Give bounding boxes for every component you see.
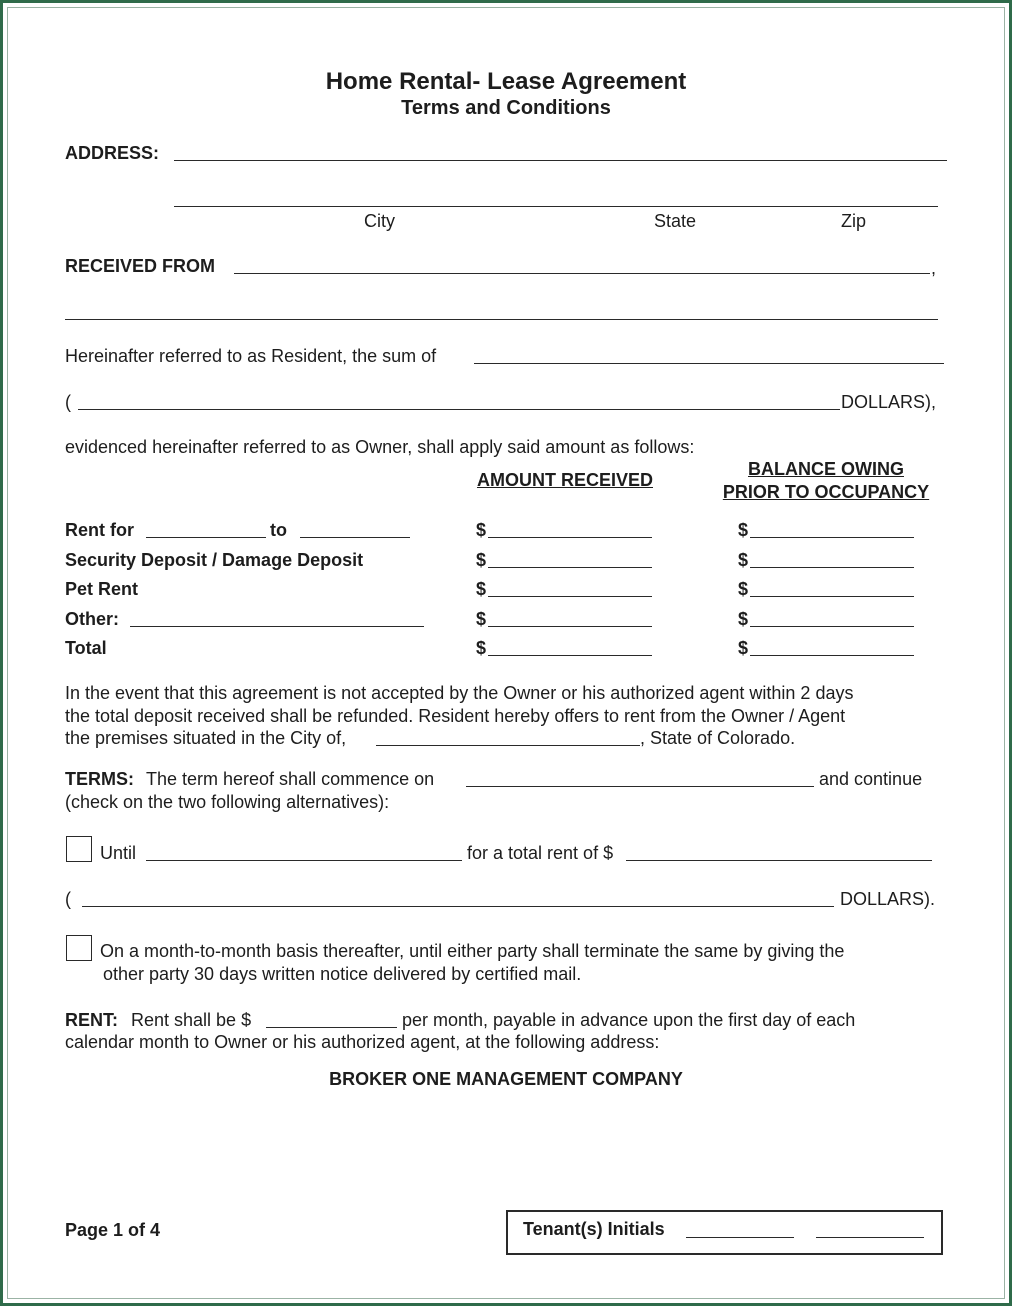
pet-rent-amount-received-field[interactable]	[488, 596, 652, 597]
tenant-initials-field-2[interactable]	[816, 1237, 924, 1238]
rent-per-month-text: per month, payable in advance upon the first day of each	[402, 1010, 856, 1030]
month-to-month-checkbox[interactable]	[66, 935, 92, 961]
received-from-comma: ,	[931, 258, 937, 278]
dollar-sign: $	[476, 579, 487, 599]
commence-date-field[interactable]	[466, 786, 814, 787]
sum-amount-field[interactable]	[474, 363, 944, 364]
dollar-sign: $	[476, 609, 487, 629]
dollar-sign: $	[738, 609, 749, 629]
dollar-sign: $	[738, 550, 749, 570]
city-of-field[interactable]	[376, 745, 640, 746]
document-subtitle: Terms and Conditions	[401, 97, 611, 119]
document-title: Home Rental- Lease Agreement	[325, 68, 687, 95]
rent-for-to-field[interactable]	[300, 537, 410, 538]
month-to-month-line-1: On a month-to-month basis thereafter, until either party shall terminate the same by giving the	[100, 941, 845, 961]
rent-for-to-label: to	[270, 520, 287, 540]
city-caption: City	[364, 211, 395, 231]
other-description-field[interactable]	[130, 626, 424, 627]
total-rent-field[interactable]	[626, 860, 932, 861]
pet-rent-balance-owing-field[interactable]	[750, 596, 914, 597]
zip-caption: Zip	[841, 211, 867, 231]
balance-owing-header-line-2: PRIOR TO OCCUPANCY	[722, 482, 930, 502]
rent-address-text: calendar month to Owner or his authorized agent, at the following address:	[65, 1032, 660, 1052]
dollar-sign: $	[738, 638, 749, 658]
event-paragraph-line-3: the premises situated in the City of,	[65, 728, 347, 748]
security-deposit-amount-received-field[interactable]	[488, 567, 652, 568]
rent-label: RENT:	[65, 1010, 118, 1030]
total-balance-owing-field[interactable]	[750, 655, 914, 656]
total-amount-received-field[interactable]	[488, 655, 652, 656]
rent-for-label: Rent for	[65, 520, 134, 540]
monthly-rent-field[interactable]	[266, 1027, 397, 1028]
month-to-month-line-2: other party 30 days written notice delivered by certified mail.	[103, 964, 582, 984]
received-from-field-line-2[interactable]	[65, 319, 938, 320]
terms-label: TERMS:	[65, 769, 134, 789]
until-checkbox[interactable]	[66, 836, 92, 862]
sum-words-field[interactable]	[78, 409, 840, 410]
dollar-sign: $	[476, 638, 487, 658]
dollar-sign: $	[476, 550, 487, 570]
total-rent-open-paren: (	[65, 889, 71, 909]
dollar-sign: $	[476, 520, 487, 540]
state-caption: State	[654, 211, 697, 231]
sum-dollars-label: DOLLARS),	[841, 392, 937, 412]
terms-continue-text: and continue	[819, 769, 923, 789]
other-balance-owing-field[interactable]	[750, 626, 914, 627]
page-number: Page 1 of 4	[65, 1220, 161, 1240]
dollar-sign: $	[738, 520, 749, 540]
security-deposit-balance-owing-field[interactable]	[750, 567, 914, 568]
until-label: Until	[100, 843, 137, 863]
other-amount-received-field[interactable]	[488, 626, 652, 627]
dollar-sign: $	[738, 579, 749, 599]
evidenced-text: evidenced hereinafter referred to as Owner, shall apply said amount as follows:	[65, 437, 695, 457]
pet-rent-label: Pet Rent	[65, 579, 139, 599]
amount-received-header: AMOUNT RECEIVED	[476, 470, 653, 490]
address-label: ADDRESS:	[65, 143, 160, 163]
company-name: BROKER ONE MANAGEMENT COMPANY	[329, 1069, 683, 1089]
received-from-label: RECEIVED FROM	[65, 256, 216, 276]
state-of-colorado-text: , State of Colorado.	[640, 728, 796, 748]
balance-owing-header-line-1: BALANCE OWING	[748, 459, 904, 479]
received-from-field[interactable]	[234, 273, 930, 274]
sum-open-paren: (	[65, 392, 71, 412]
until-date-field[interactable]	[146, 860, 462, 861]
rent-amount-received-field[interactable]	[488, 537, 652, 538]
address-city-state-zip-field[interactable]	[174, 206, 938, 207]
rent-for-from-field[interactable]	[146, 537, 266, 538]
event-paragraph-line-2: the total deposit received shall be refunded. Resident hereby offers to rent from the Owner / Agent	[65, 706, 846, 726]
total-rent-words-field[interactable]	[82, 906, 834, 907]
other-label: Other:	[65, 609, 119, 629]
tenant-initials-label: Tenant(s) Initials	[523, 1219, 665, 1239]
sum-of-text: Hereinafter referred to as Resident, the sum of	[65, 346, 437, 366]
total-rent-label: for a total rent of $	[467, 843, 614, 863]
terms-commence-text: The term hereof shall commence on	[146, 769, 435, 789]
event-paragraph-line-1: In the event that this agreement is not accepted by the Owner or his authorized agent within 2 days	[65, 683, 854, 703]
security-deposit-label: Security Deposit / Damage Deposit	[65, 550, 364, 570]
terms-alternatives-text: (check on the two following alternatives):	[65, 792, 390, 812]
tenant-initials-field-1[interactable]	[686, 1237, 794, 1238]
document-page	[7, 7, 1005, 1299]
rent-balance-owing-field[interactable]	[750, 537, 914, 538]
total-rent-dollars-label: DOLLARS).	[840, 889, 936, 909]
rent-shall-be-text: Rent shall be $	[131, 1010, 252, 1030]
address-field[interactable]	[174, 160, 947, 161]
total-label: Total	[65, 638, 107, 658]
